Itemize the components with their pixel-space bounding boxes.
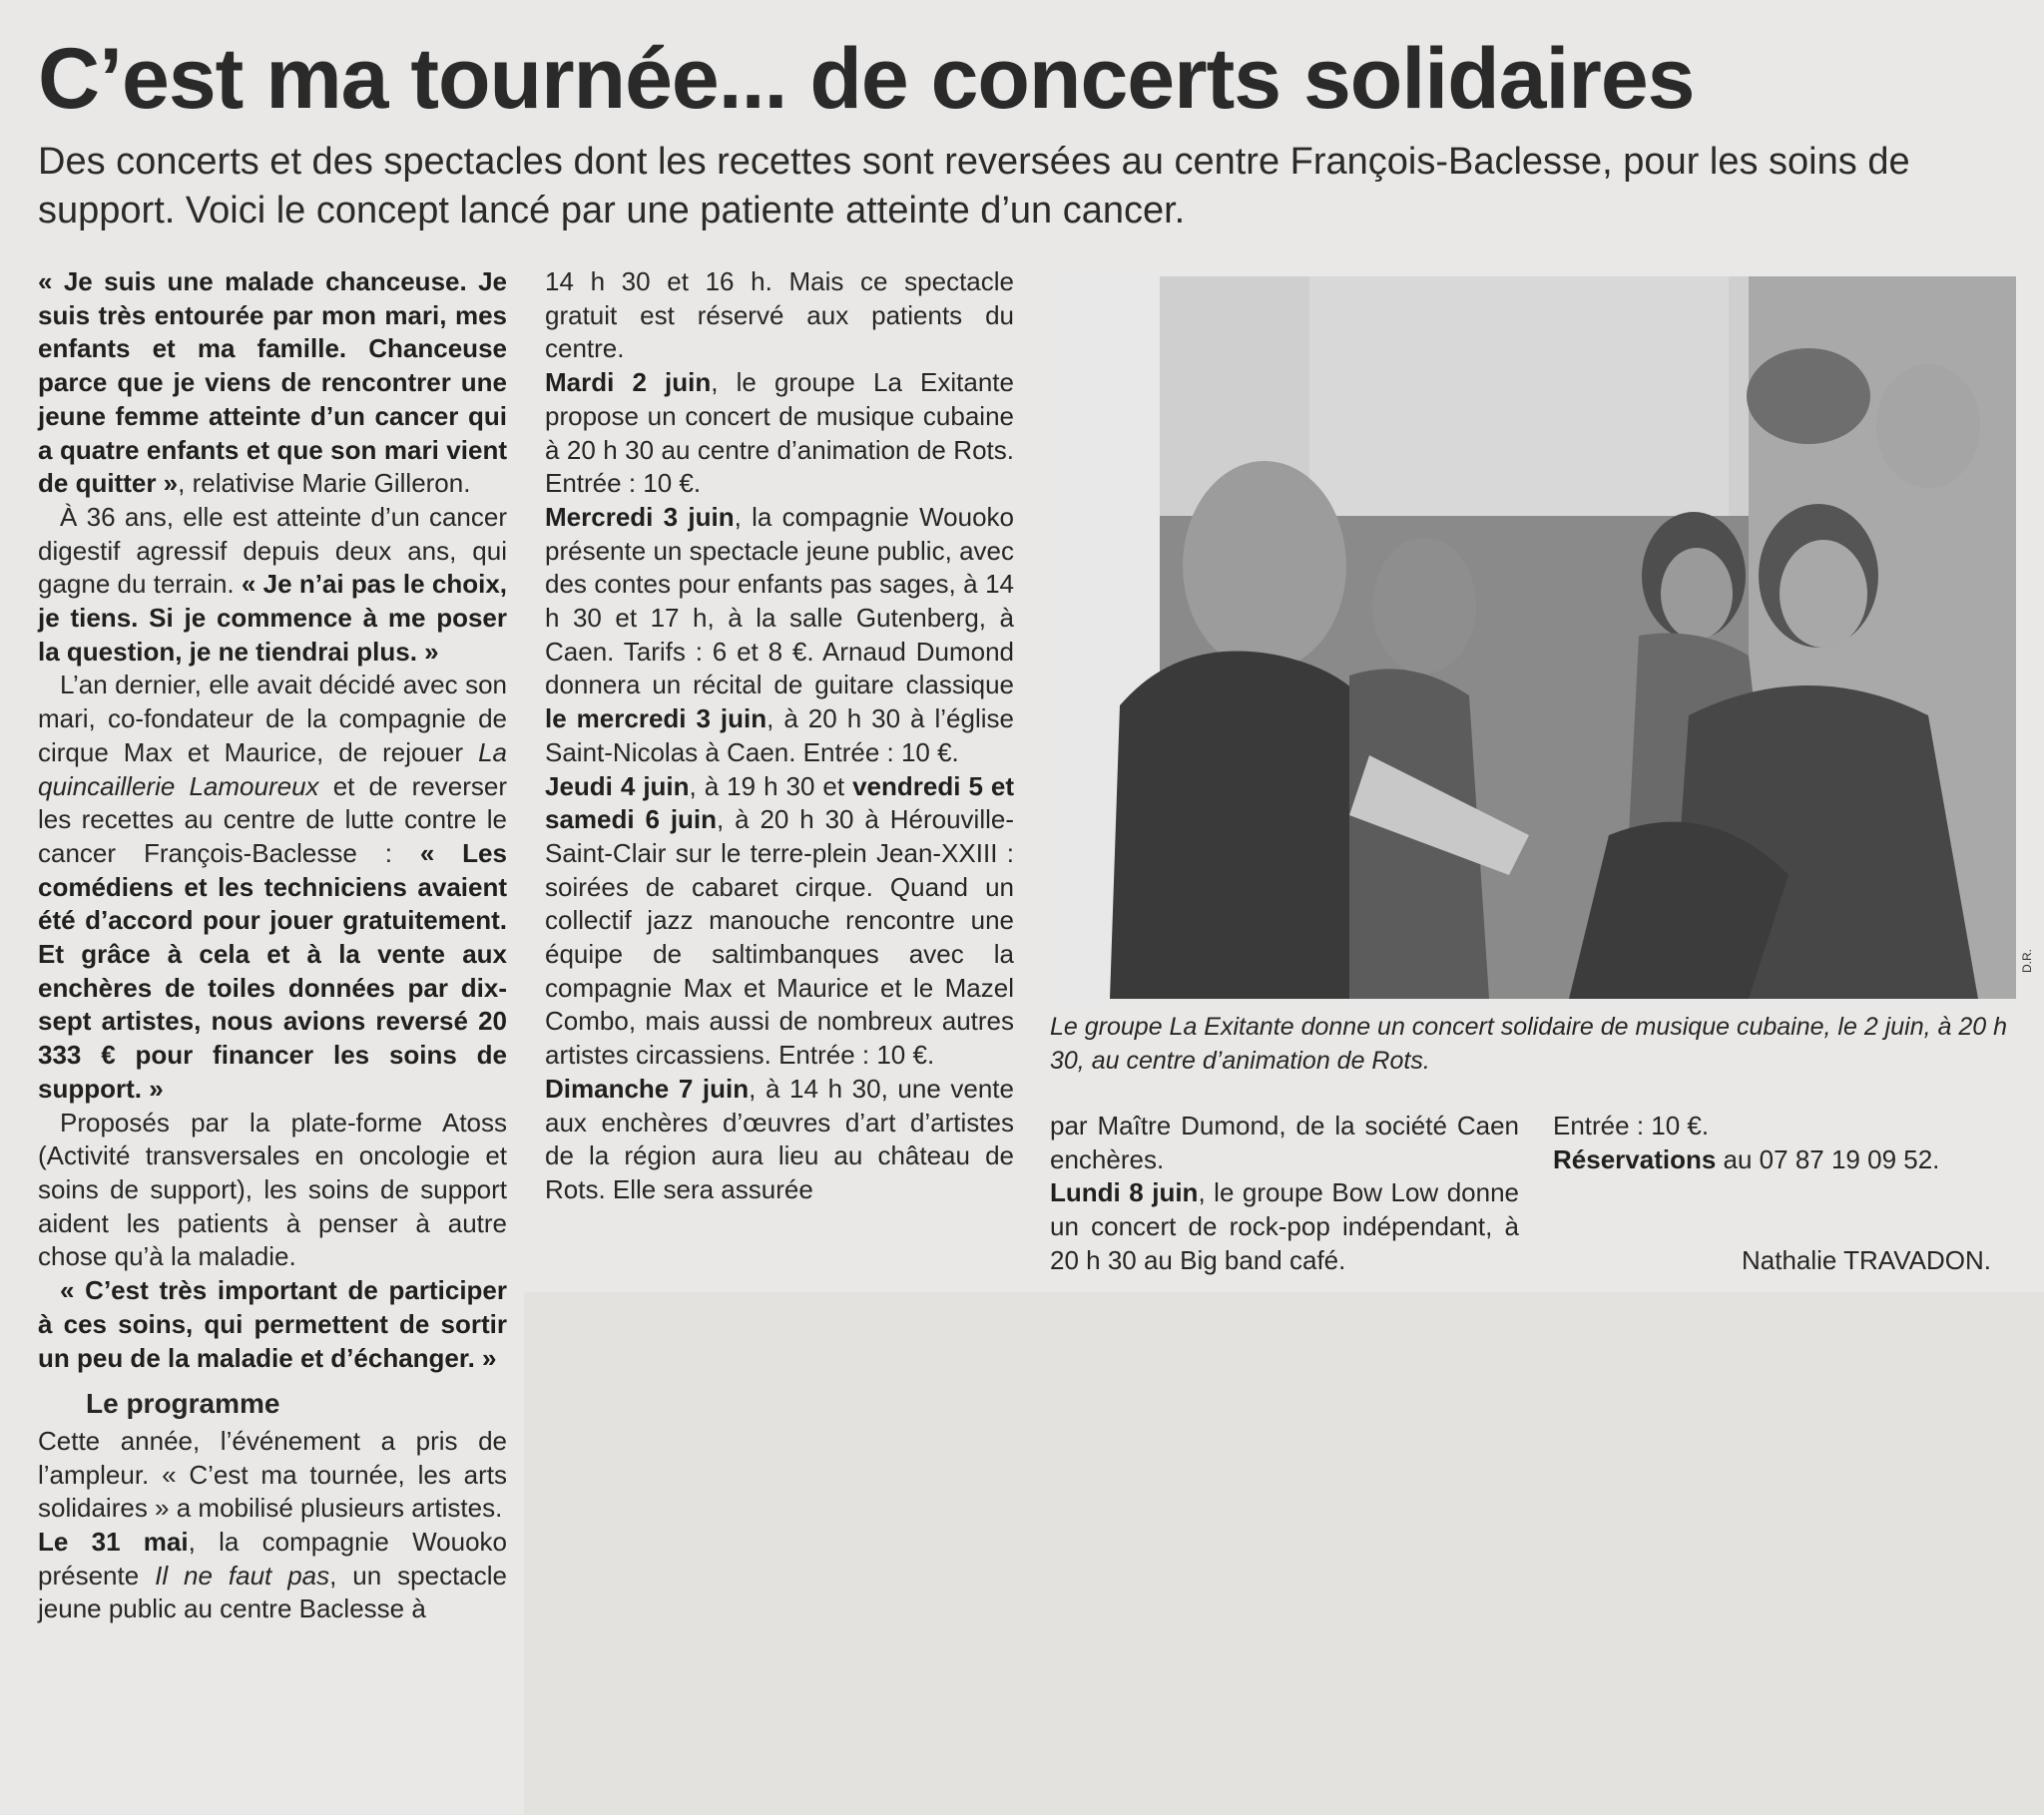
event-date: vendredi 5 et samedi 6 juin: [545, 770, 1014, 835]
paragraph: [545, 501, 1014, 770]
text: , la compagnie Wouoko présente un spectacle jeune public, avec des contes pour enfants pas sages, à 14 h 30 et 17 h, à la salle Gutenberg, à Caen. Tarifs : 6 et 8 €. Arnaud Dumond donnera un récital de guitare classique: [545, 501, 1014, 700]
article-column-3: [1050, 1110, 1519, 1278]
paragraph: par Maître Dumond, de la société Caen enchères.: [1050, 1111, 1519, 1174]
author-signature: Nathalie TRAVADON.: [1742, 1245, 1991, 1275]
paragraph: Entrée : 10 €.: [1553, 1111, 1710, 1140]
event-date: Mercredi 3 juin: [545, 501, 735, 532]
text: , à 14 h 30, une vente aux enchères d’œuvres d’art d’artistes de la région aura lieu au château de Rots. Elle sera assurée: [545, 1073, 1014, 1204]
article-column-2: [545, 265, 1014, 1207]
event-date: Lundi 8 juin: [1050, 1177, 1199, 1208]
paragraph: [545, 770, 1014, 1073]
quote: « Les comédiens et les techniciens avaient été d’accord pour jouer gratuitement. Et grâce à cela et à la vente aux enchères de toiles données par dix-sept artistes, nous avions reversé 20 333 € pour financer les soins de support. »: [38, 837, 507, 1104]
article-column-1: [38, 265, 507, 1626]
group-photo-illustration: [1050, 276, 2016, 999]
event-date: Dimanche 7 juin: [545, 1073, 750, 1104]
text: À 36 ans, elle est atteinte d’un cancer digestif agressif depuis deux ans, qui gagne du terrain.: [38, 501, 507, 600]
paragraph: [38, 501, 507, 670]
event-date: Mardi 2 juin: [545, 367, 712, 398]
quote: « Je n’ai pas le choix, je tiens. Si je commence à me poser la question, je ne tiendrai plus. »: [38, 569, 508, 667]
subheading: Le programme: [86, 1388, 280, 1420]
paragraph: [38, 265, 507, 501]
paragraph: Proposés par la plate-forme Atoss (Activité transversales en oncologie et soins de support), les soins de support aident les patients à penser à autre chose qu’à la maladie.: [38, 1107, 507, 1272]
paragraph: [38, 669, 507, 1106]
paragraph: [545, 366, 1014, 501]
show-title: La quincaillerie Lamoureux: [38, 736, 507, 801]
text: , le groupe Bow Low donne un concert de rock-pop indépendant, à 20 h 30 au Big band café.: [1050, 1177, 1519, 1275]
paragraph: [545, 1073, 1014, 1207]
text: , à 19 h 30 et: [689, 770, 853, 801]
quote: « Je suis une malade chanceuse. Je suis très entourée par mon mari, mes enfants et ma famille. Chanceuse parce que je viens de rencontrer une jeune femme atteinte d’un cancer qui a quatre enfants et que son mari vient de quitter »: [38, 266, 507, 499]
reservations-label: Réservations: [1553, 1143, 1717, 1174]
event-date: Jeudi 4 juin: [545, 770, 690, 801]
photo-caption: Le groupe La Exitante donne un concert solidaire de musique cubaine, le 2 juin, à 20 h 30, au centre d’animation de Rots.: [1050, 1013, 2007, 1075]
show-title: Il ne faut pas: [155, 1560, 330, 1590]
paragraph: [1050, 1176, 1519, 1277]
group-photo: [1050, 276, 2016, 999]
text: , le groupe La Exitante propose un concert de musique cubaine à 20 h 30 au centre d’animation de Rots. Entrée : 10 €.: [545, 367, 1014, 499]
text: , à 20 h 30 à l’église Saint-Nicolas à Caen. Entrée : 10 €.: [545, 703, 1014, 767]
paragraph: 14 h 30 et 16 h. Mais ce spectacle gratuit est réservé aux patients du centre.: [545, 266, 1014, 364]
text: , un spectacle jeune public au centre Baclesse à: [38, 1560, 507, 1624]
article-column-4: [1553, 1110, 2022, 1176]
phone-number: au 07 87 19 09 52.: [1716, 1143, 1940, 1174]
quote-paragraph: « C’est très important de participer à ces soins, qui permettent de sortir un peu de la maladie et d’échanger. »: [38, 1275, 507, 1373]
text: L’an dernier, elle avait décidé avec son mari, co-fondateur de la compagnie de cirque Max et Maurice, de rejouer: [38, 670, 507, 767]
event-date: le mercredi 3 juin: [545, 703, 767, 734]
standfirst: Des concerts et des spectacles dont les recettes sont reversées au centre François-Baclesse, pour les soins de support. Voici le concept lancé par une patiente atteinte d’un cancer.: [38, 141, 1910, 231]
text: et de reverser les recettes au centre de lutte contre le cancer François-Baclesse :: [38, 770, 507, 868]
photo-credit: D.R.: [2020, 949, 2034, 973]
headline: C’est ma tournée... de concerts solidaires: [38, 31, 1695, 127]
paragraph: [1553, 1143, 2022, 1177]
text: , relativise Marie Gilleron.: [178, 468, 471, 499]
paragraph: [38, 1526, 507, 1626]
text: , à 20 h 30 à Hérouville-Saint-Clair sur le terre-plein Jean-XXIII : soirées de cabaret cirque. Quand un collectif jazz manouche rencontre une équipe de saltimbanques avec la compagnie Max et Maurice et le Mazel Combo, mais aussi de nombreux autres artistes circassiens. Entrée : 10 €.: [545, 804, 1014, 1071]
event-date: Le 31 mai: [38, 1527, 189, 1558]
text: , la compagnie Wouoko présente: [38, 1527, 507, 1590]
paragraph: Cette année, l’événement a pris de l’ampleur. « C’est ma tournée, les arts solidaires » a mobilisé plusieurs artistes.: [38, 1425, 507, 1524]
